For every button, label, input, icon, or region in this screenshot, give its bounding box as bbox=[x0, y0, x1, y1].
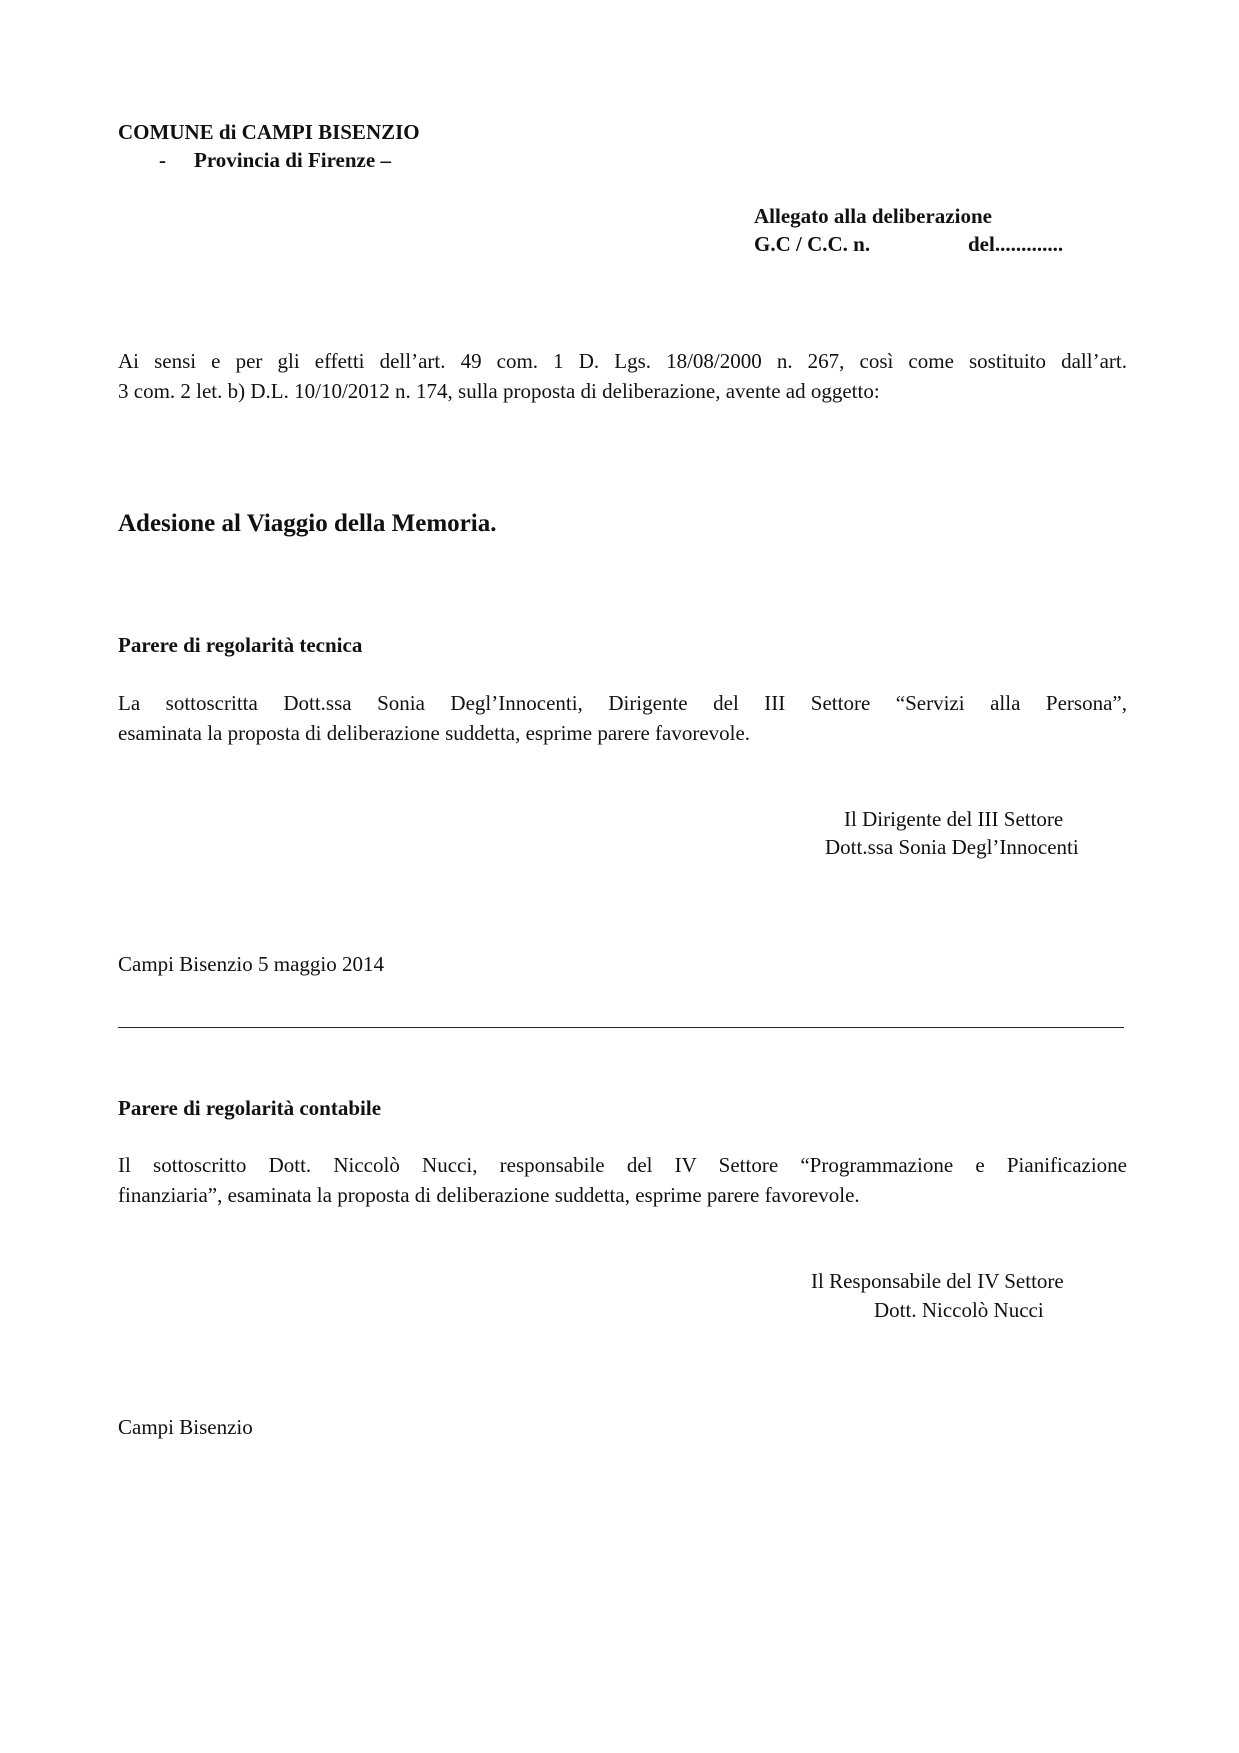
municipality-heading: COMUNE di CAMPI BISENZIO bbox=[118, 120, 420, 144]
technical-signature-name: Dott.ssa Sonia Degl’Innocenti bbox=[825, 835, 1079, 859]
deliberation-date: del............. bbox=[968, 232, 1064, 256]
intro-line-2: 3 com. 2 let. b) D.L. 10/10/2012 n. 174, sulla proposta di deliberazione, avente ad oggetto: bbox=[118, 379, 880, 403]
technical-heading: Parere di regolarità tecnica bbox=[118, 633, 363, 657]
technical-place-date: Campi Bisenzio 5 maggio 2014 bbox=[118, 952, 384, 976]
accounting-place: Campi Bisenzio bbox=[118, 1415, 253, 1439]
technical-line-2: esaminata la proposta di deliberazione suddetta, esprime parere favorevole. bbox=[118, 721, 751, 745]
accounting-heading: Parere di regolarità contabile bbox=[118, 1096, 382, 1120]
accounting-line-2: finanziaria”, esaminata la proposta di deliberazione suddetta, esprime parere favorevole. bbox=[118, 1183, 860, 1207]
intro-line-1: Ai sensi e per gli effetti dell’art. 49 com. 1 D. Lgs. 18/08/2000 n. 267, così come sostituito dall’art. bbox=[118, 349, 1127, 373]
deliberation-number: G.C / C.C. n. bbox=[754, 232, 871, 256]
section-divider bbox=[118, 1027, 1124, 1028]
accounting-line-1: Il sottoscritto Dott. Niccolò Nucci, responsabile del IV Settore “Programmazione e Pianificazione bbox=[118, 1153, 1127, 1177]
accounting-signature-role: Il Responsabile del IV Settore bbox=[811, 1269, 1064, 1293]
intro-paragraph bbox=[118, 346, 1127, 406]
technical-signature-role: Il Dirigente del III Settore bbox=[844, 807, 1064, 831]
technical-paragraph bbox=[118, 688, 1127, 748]
technical-line-1: La sottoscritta Dott.ssa Sonia Degl’Innocenti, Dirigente del III Settore “Servizi alla Persona”, bbox=[118, 691, 1127, 715]
province-heading: Provincia di Firenze – bbox=[194, 148, 391, 172]
accounting-paragraph bbox=[118, 1150, 1127, 1210]
province-dash: - bbox=[159, 148, 166, 172]
attachment-label: Allegato alla deliberazione bbox=[754, 204, 992, 228]
accounting-signature-name: Dott. Niccolò Nucci bbox=[874, 1298, 1044, 1322]
subject-title: Adesione al Viaggio della Memoria. bbox=[118, 510, 497, 537]
